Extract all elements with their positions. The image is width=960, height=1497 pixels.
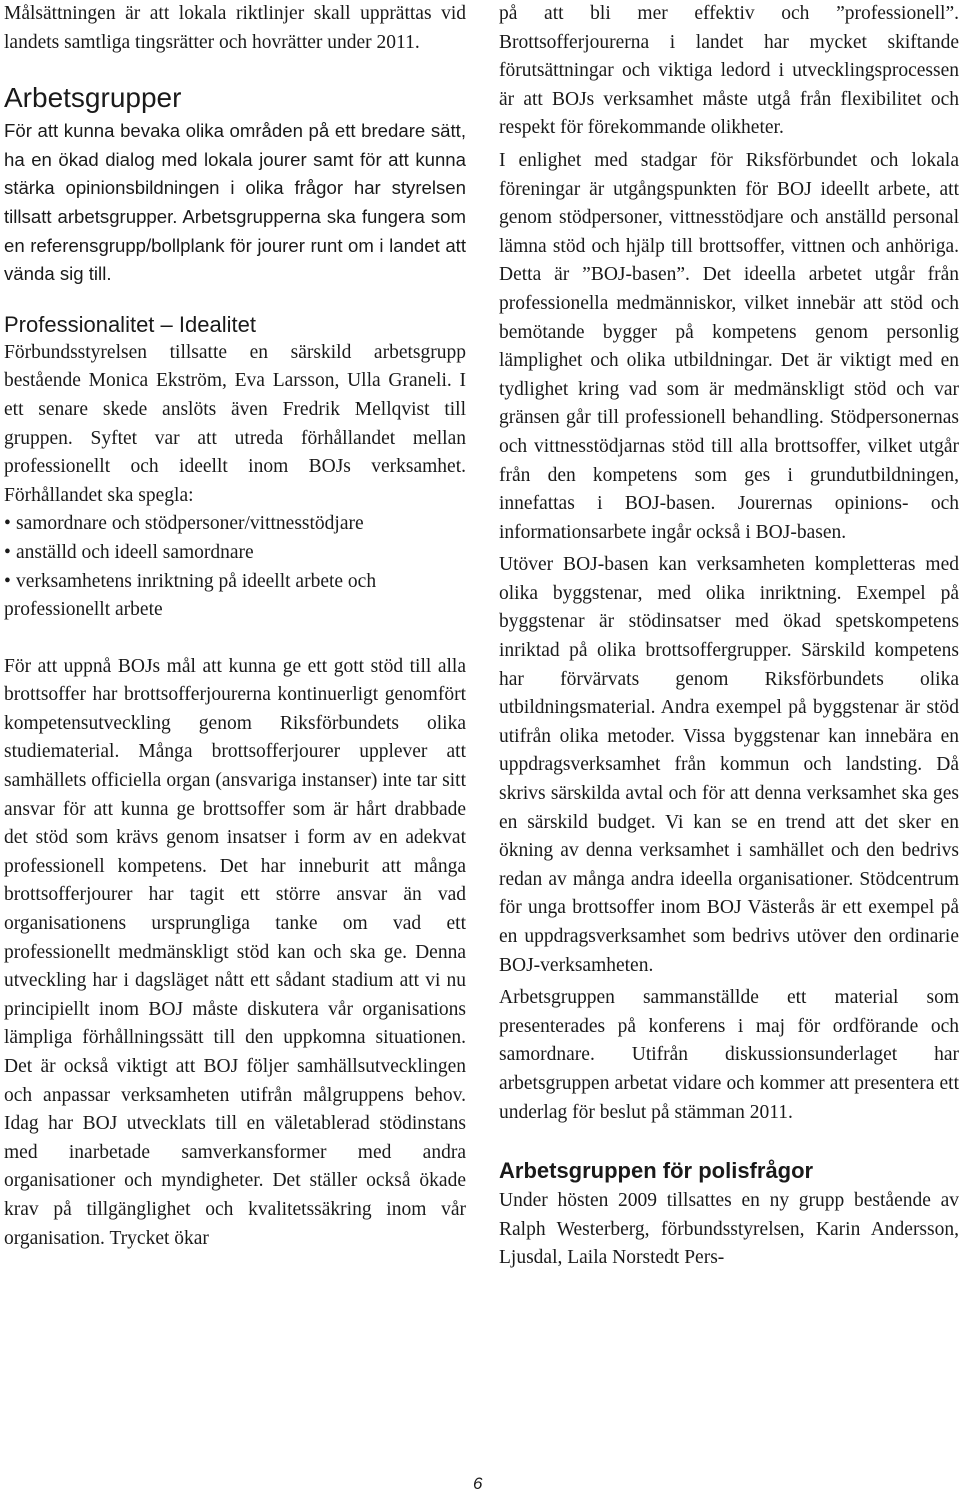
polisfragor-paragraph: Under hösten 2009 tillsattes en ny grupp bestående av Ralph Westerberg, förbundsstyrelsen, Karin Andersson, Ljusdal, Laila Norstedt Pers-: [499, 1190, 959, 1269]
arbetsgrupper-paragraph: För att kunna bevaka olika områden på ett bredare sätt, ha en ökad dialog med lokala jourer samt för att kunna stärka opinionsbildningen i olika frågor har styrelsen tillsatt arbetsgrupper. Arbetsgrupperna ska fungera som en referensgrupp/bollplank för jourer runt om i landet att vända sig till.: [4, 120, 466, 285]
list-item: • anställd och ideell samordnare: [4, 539, 466, 568]
continued-paragraph: på att bli mer effektiv och ”professionell”. Brottsofferjourerna i landet har mycket skiftande förutsättningar och viktiga ledord i utvecklingsprocessen är att BOJs verksamhet måste utgå från flexibilitet och respekt för förekommande olikheter.: [499, 3, 959, 139]
heading-professionalitet: Professionalitet – Idealitet: [4, 311, 256, 337]
byggstenar-paragraph: Utöver BOJ-basen kan verksamheten kompletteras med olika byggstenar, med olika inriktning. Exempel på byggstenar är stödinsatser med ökad spetskompetens inriktad på olika brottsoffergrupper. Särskild kompetens har förvärvats genom Riksförbundets olika utbildningsmaterial. Andra exempel på byggstenar är stöd utifrån olika metoder. Vissa byggstenar kan innebära en uppdragsverksamhet från kommun och landsting. Då skrivs särskilda avtal och för att denna verksamhet ska ges en särskild budget. Vi kan se en trend att det sker en ökning av denna verksamhet i samhället och den bedrivs redan av många andra ideella organisationer. Stödcentrum för unga brottsoffer inom BOJ Västerås är ett exempel på en uppdragsverksamhet som bedrivs utöver den ordinarie BOJ-verksamheten.: [499, 554, 959, 976]
bullet-icon: •: [4, 541, 11, 563]
heading-polisfragor: Arbetsgruppen för polisfrågor: [499, 1158, 814, 1184]
spacer: [4, 625, 466, 653]
page-number: 6: [473, 1474, 483, 1493]
left-column: [4, 0, 466, 1253]
professionalitet-paragraph: Förbundsstyrelsen tillsatte en särskild arbetsgrupp bestående Monica Ekström, Eva Larsson, Ulla Graneli. I ett senare skede anslöts även Fredrik Mellqvist till gruppen. Syftet var att utreda förhållandet mellan professionellt och ideellt inom BOJs verksamhet. Förhållandet ska spegla:: [4, 341, 466, 506]
arbetsgruppen-paragraph: Arbetsgruppen sammanställde ett material som presenterades på konferens i maj för ordförande och samordnare. Utifrån diskussionsunderlaget har arbetsgruppen arbetat vidare och kommer att presentera ett underlag för beslut på stämman 2011.: [499, 987, 959, 1123]
bullet-icon: •: [4, 570, 11, 592]
right-column: [499, 0, 959, 1273]
stadgar-paragraph: I enlighet med stadgar för Riksförbundet och lokala föreningar är utgångspunkten för BOJ ideellt arbete, att genom stödpersoner, vittnesstödjare och anställd personal lämna stöd och hjälp till brottsoffer, vittnen och anhöriga. Detta är ”BOJ-basen”. Det ideella arbetet utgår från professionella medmänniskor, vilket innebär att stöd och bemötande bygger på kompetens genom personlig lämplighet och olika utbildningar. Det är viktigt med en tydlighet kring vad som är medmänskligt stöd och var gränsen går till professionell behandling. Stödpersonernas och vittnesstödjarnas stöd till alla brottsoffer, vilket utgår från den kompetens som ges i grundutbildningen, innefattas i BOJ-basen. Jourernas opinions- och informationsarbete ingår också i BOJ-basen.: [499, 149, 959, 543]
heading-arbetsgrupper: Arbetsgrupper: [4, 82, 182, 114]
list-item: • samordnare och stödpersoner/vittnesstödjare: [4, 510, 466, 539]
bullet-icon: •: [4, 513, 11, 535]
bullet-list: [4, 510, 466, 624]
intro-paragraph: Målsättningen är att lokala riktlinjer skall upprättas vid landets samtliga tingsrätter och hovrätter under 2011.: [4, 3, 466, 53]
list-item: • verksamhetens inriktning på ideellt arbete och professionellt arbete: [4, 568, 466, 625]
bojs-mal-paragraph: För att uppnå BOJs mål att kunna ge ett gott stöd till alla brottsoffer har brottsofferjourerna kontinuerligt genomfört kompetensutveckling genom Riksförbundets olika studiematerial. Många brottsofferjourer upplever att samhällets officiella organ (ansvariga instanser) inte tar sitt ansvar för att kunna ge brottsoffer som är hårt drabbade det stöd som krävs genom insatser i form av en adekvat professionell kompetens. Det har inneburit att många brottsofferjourer har tagit ett större ansvar än vad organisationens ursprungliga tanke om vad ett professionellt medmänskligt stöd kan och ska ge. Denna utveckling har i dagsläget nått ett sådant stadium att vi nu principiellt inom BOJ måste diskutera vår organisations lämpliga förhållningssätt till den uppkomna situationen. Det är också viktigt att BOJ följer samhällsutvecklingen och anpassar verksamheten utifrån målgruppens behov. Idag har BOJ utvecklats till en väletablerad stödinstans med inarbetade samverkansformer med andra organisationer och myndigheter. Det ställer också ökade krav på tillgänglighet och kvalitetssäkring inom vår organisation. Trycket ökar: [4, 655, 466, 1249]
